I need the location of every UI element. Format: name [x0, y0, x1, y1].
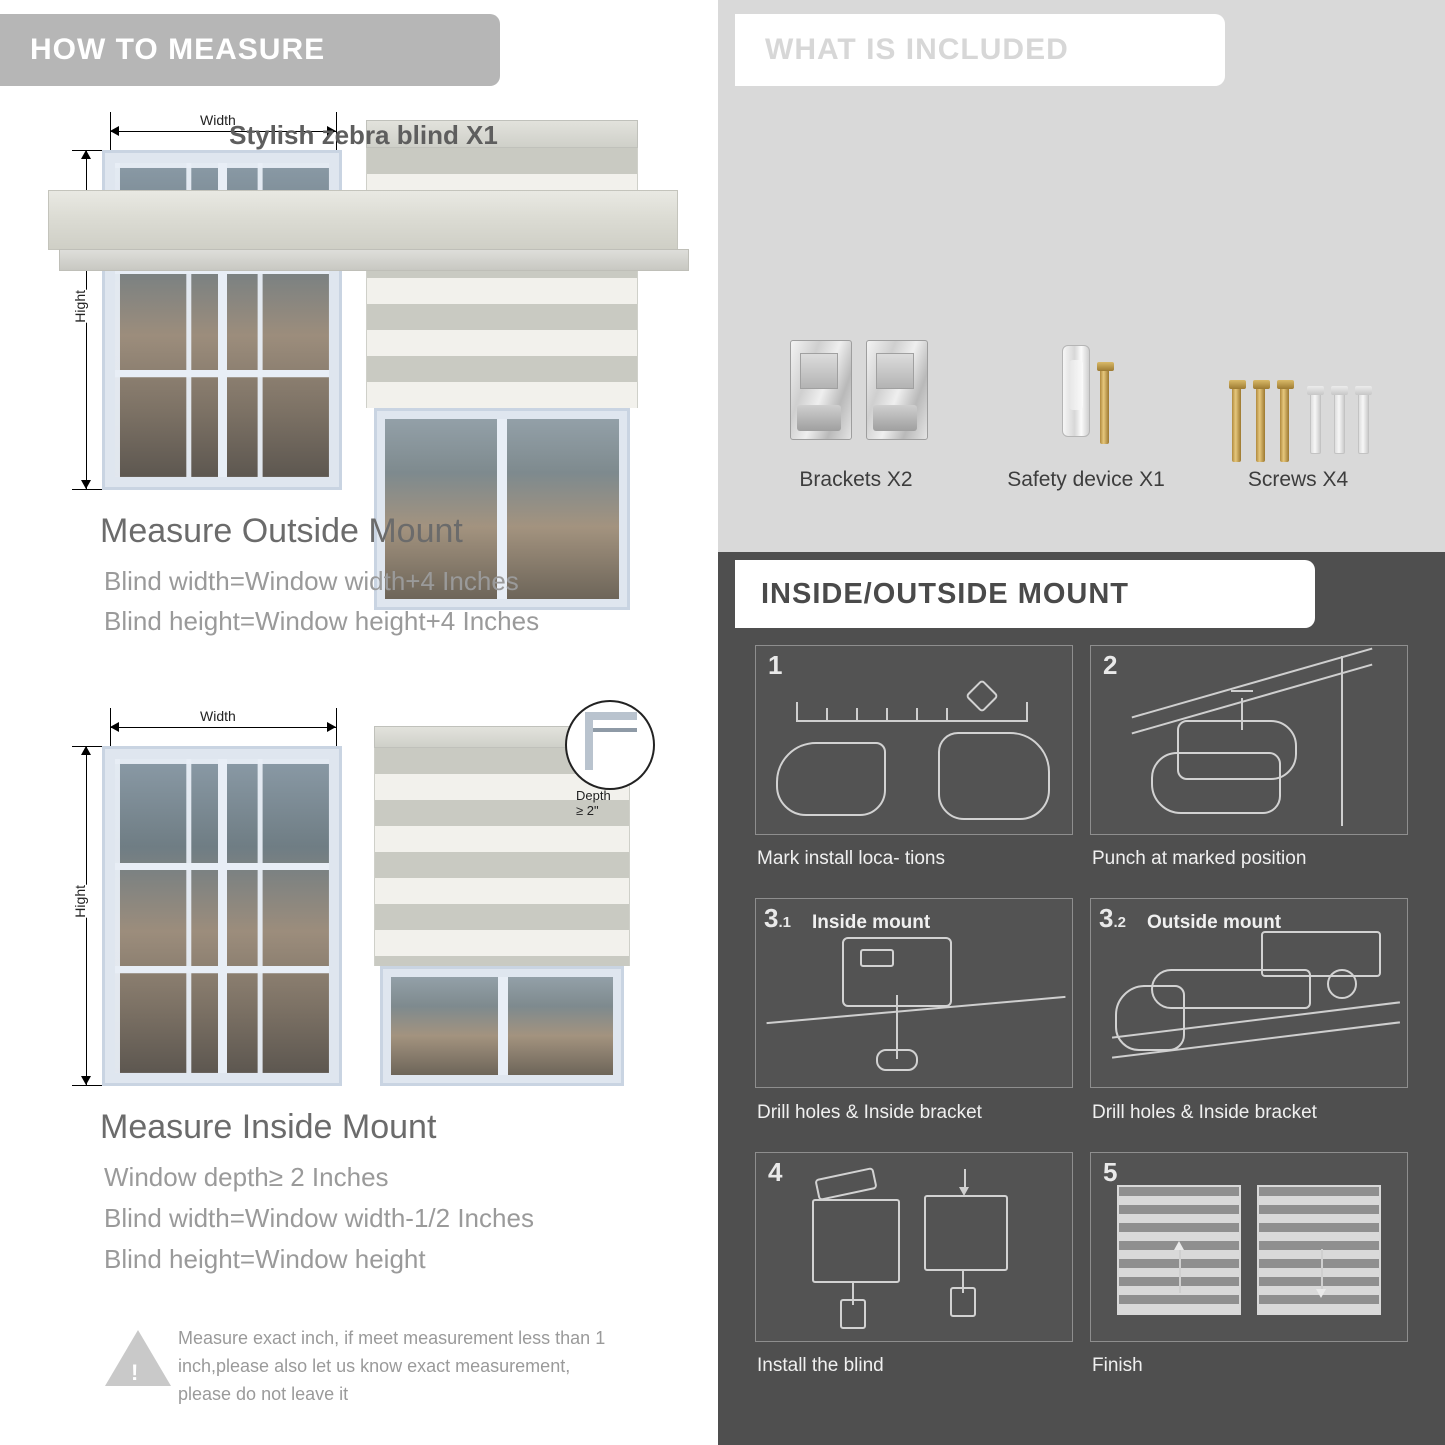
depth-caption: Depth ≥ 2": [576, 788, 611, 818]
warning-exclamation: !: [131, 1360, 139, 1385]
screw-gold-head-3: [1277, 380, 1294, 389]
bracket-icon-2: [866, 340, 928, 440]
step-card-4: [755, 1152, 1073, 1342]
step-card-5: [1090, 1152, 1408, 1342]
inside-mount-line-1: Window depth≥ 2 Inches: [104, 1162, 389, 1192]
inside-width-label: Width: [196, 708, 240, 724]
step-card-1: [755, 645, 1073, 835]
step-caption-2: Punch at marked position: [1092, 848, 1307, 869]
window-illustration-inside: [102, 746, 342, 1086]
outside-mount-line-2: Blind height=Window height+4 Inches: [104, 606, 540, 636]
safety-screw-icon: [1100, 368, 1109, 444]
step-number-4: 4: [768, 1157, 783, 1187]
safety-device-icon: [1062, 345, 1090, 437]
screw-anchor-2: [1334, 392, 1345, 454]
how-to-measure-title: HOW TO MEASURE: [0, 14, 500, 86]
outside-height-label: Hight: [68, 290, 92, 323]
blind-illustration-outside: [366, 120, 638, 490]
outside-mount-heading: Measure Outside Mount: [100, 512, 463, 550]
step-number-3-1-suffix: .1: [778, 914, 791, 931]
screw-gold-head-2: [1253, 380, 1270, 389]
step-caption-1: Mark install loca- tions: [757, 848, 945, 869]
what-is-included-title: WHAT IS INCLUDED: [735, 14, 1225, 86]
step-caption-3-2: Drill holes & Inside bracket: [1092, 1102, 1317, 1123]
screw-gold-3: [1280, 386, 1289, 462]
step-number-5: 5: [1103, 1157, 1118, 1187]
step-number-3-1: [764, 903, 791, 934]
product-title: Stylish zebra blind X1: [229, 120, 498, 150]
screw-anchor-head-3: [1355, 386, 1372, 395]
step-number-1: 1: [768, 650, 783, 680]
screw-gold-2: [1256, 386, 1265, 462]
outside-width-label: Width: [196, 112, 240, 128]
inside-height-label: Hight: [68, 885, 92, 918]
inside-outside-mount-title: INSIDE/OUTSIDE MOUNT: [735, 560, 1315, 628]
step-caption-4: Install the blind: [757, 1355, 884, 1376]
screws-label: Screws X4: [1247, 468, 1349, 491]
step-number-3-2: [1099, 903, 1126, 934]
screw-anchor-3: [1358, 392, 1369, 454]
screw-anchor-head-2: [1331, 386, 1348, 395]
screw-gold-1: [1232, 386, 1241, 462]
warning-text: Measure exact inch, if meet measurement less than 1 inch,please also let us know exact measurement, please do not leave it: [178, 1328, 606, 1404]
screw-anchor-head-1: [1307, 386, 1324, 395]
step-sub-3-1: Inside mount: [812, 912, 931, 933]
step-number-3-2-main: 3: [1099, 903, 1114, 933]
zebra-blind-product-image: [48, 190, 678, 250]
inside-mount-line-2: Blind width=Window width-1/2 Inches: [104, 1203, 534, 1233]
depth-detail-circle: [565, 700, 655, 790]
outside-mount-line-1: Blind width=Window width+4 Inches: [104, 566, 519, 596]
inside-mount-heading: Measure Inside Mount: [100, 1108, 437, 1146]
safety-screw-head-icon: [1097, 362, 1114, 371]
step-number-2: 2: [1103, 650, 1118, 680]
step-sub-3-2: Outside mount: [1147, 912, 1282, 933]
bracket-icon-1: [790, 340, 852, 440]
inside-mount-line-3: Blind height=Window height: [104, 1244, 426, 1274]
screw-gold-head-1: [1229, 380, 1246, 389]
step-caption-5: Finish: [1092, 1355, 1143, 1376]
safety-device-label: Safety device X1: [1007, 468, 1165, 491]
brackets-label: Brackets X2: [799, 468, 913, 491]
step-number-3-1-main: 3: [764, 903, 779, 933]
step-caption-3-1: Drill holes & Inside bracket: [757, 1102, 982, 1123]
screw-anchor-1: [1310, 392, 1321, 454]
step-card-2: [1090, 645, 1408, 835]
step-number-3-2-suffix: .2: [1113, 914, 1126, 931]
